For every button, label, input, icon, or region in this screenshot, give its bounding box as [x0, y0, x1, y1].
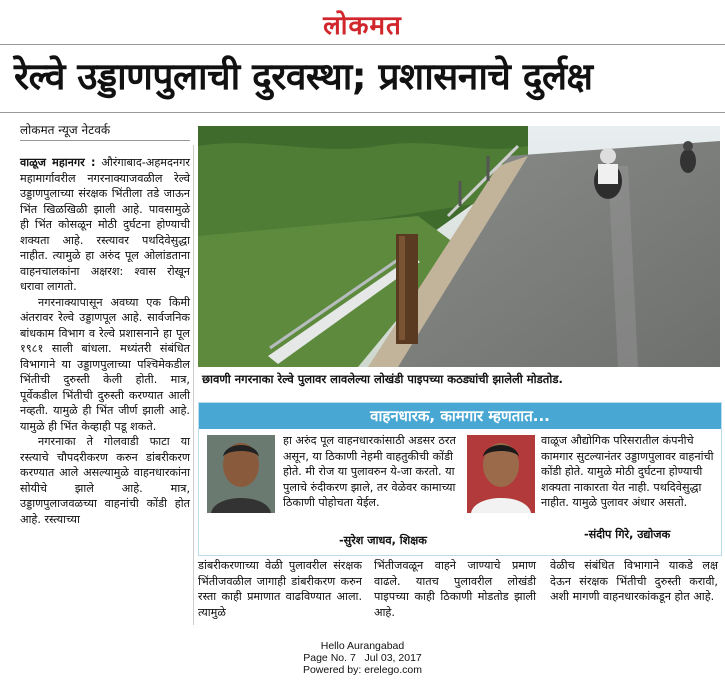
bridge-photo: [198, 126, 720, 367]
opinion-box-title: वाहनधारक, कामगार म्हणतात...: [199, 403, 721, 429]
article-paragraph-2: नगरनाक्यापासून अवघ्या एक किमी अंतरावर रेल्वे उड्डाणपूल आहे. सार्वजनिक बांधकाम विभाग व रेल्वे प्रशासनाने हा पूल १९८१ साली बांधला. मध्यंतरी संबंधित विभागाने या उड्डाणपुलाच्या पश्चिमेकडील भिंतीची दुरुस्ती केली होती. मात्र, पूर्वेकडील भिंतीची दुरुस्ती करण्यात आली नव्हती. यामुळे ही भिंत जीर्ण झाली आहे. यामुळे ही भिंत केव्हाही पडू शकते.: [20, 295, 190, 433]
quote-1-name: -सुरेश जाधव, शिक्षक: [339, 534, 427, 547]
portrait-suresh-jadhav: [207, 435, 275, 513]
article-column-1: [20, 155, 190, 527]
page-footer: [0, 640, 725, 676]
opinion-box: [198, 402, 722, 556]
bridge-photo-image: [198, 126, 720, 367]
headline-rule: [0, 112, 725, 113]
footer-line-3: Powered by: erelego.com: [302, 664, 423, 676]
portrait-image: [467, 435, 535, 513]
article-paragraph-1: वाळूज महानगर : औरंगाबाद-अहमदनगर महामार्गावरील नगरनाक्याजवळील रेल्वे उड्डाणपुलाच्या संरक्षक भिंतीला तडे जाऊन भिंत खिळखिळी झाली आहे. पावसामुळे ही भिंत कोसळून मोठी दुर्घटना होण्याची शक्यता आहे. रस्त्यावर पथदिवेसुद्धा नाहीत. त्यामुळे हा अरुंद पूल ओलांडताना वाहनचालकांना अक्षरश: श्वास रोखून धरावा लागतो.: [20, 156, 190, 293]
quote-2-text: वाळूज औद्योगिक परिसरातील कंपनीचे कामगार सुटल्यानंतर उड्डाणपुलावर वाहनांची कोंडी होते. यामुळे मोठी दुर्घटना होण्याची शक्यता नाकारता येत नाही. पथदिवेसुद्धा नाहीत. यामुळे पुलावर अंधार असतो.: [541, 434, 714, 509]
quote-2-name: -संदीप गिरे, उद्योजक: [584, 528, 671, 541]
masthead-rule: [0, 44, 725, 45]
headline: रेल्वे उड्डाणपुलाची दुरवस्था; प्रशासनाचे दुर्लक्ष: [14, 55, 593, 98]
article-column-3: भिंतीजवळून वाहने जाण्याचे प्रमाण वाढले. यातच पुलावरील लोखंडी पाइपच्या काही ठिकाणी मोडतोड झाली आहे.: [374, 559, 536, 619]
lokmat-logo: लोकमत: [323, 11, 402, 41]
footer-line-1: Hello Aurangabad: [320, 640, 405, 652]
article-paragraph-3: नगरनाका ते गोलवाडी फाटा या रस्त्याचे चौपदरीकरण करुन डांबरीकरण करण्यात आले असल्यामुळे वाहनधारकांना सोयीचे झाले आहे. मात्र, उड्डाणपुलाजवळच्या वाहनांची कोंडी होत आहे. रस्त्याच्या: [20, 435, 190, 526]
masthead: [0, 0, 725, 44]
quote-1-text: हा अरुंद पूल वाहनधारकांसाठी अडसर ठरत असून, या ठिकाणी नेहमी वाहतुकीची कोंडी होते. मी रोज या पुलावरुन ये-जा करतो. या पुलाचे रुंदीकरण झाले, तर वेळेवर कामाच्या ठिकाणी पोहोचता येईल.: [283, 434, 456, 509]
article-column-2: डांबरीकरणाच्या वेळी पुलावरील संरक्षक भिंतीजवळील जागाही डांबरीकरण करुन रस्ता काही प्रमाणात वाढविण्यात आला. त्यामुळे: [198, 559, 362, 619]
article-column-4: वेळीच संबंधित विभागाने याकडे लक्ष देऊन संरक्षक भिंतीची दुरुस्ती करावी, अशी मागणी वाहनधारकांकडून होत आहे.: [550, 559, 718, 603]
portrait-image: [207, 435, 275, 513]
photo-caption: छावणी नगरनाका रेल्वे पुलावर लावलेल्या लोखंडी पाइपच्या कठड्यांची झालेली मोडतोड.: [202, 372, 563, 386]
byline-rule: [20, 140, 190, 141]
byline: लोकमत न्यूज नेटवर्क: [20, 123, 111, 137]
column-divider: [193, 145, 194, 625]
portrait-sandeep-gire: [467, 435, 535, 513]
footer-line-2: Page No. 7 Jul 03, 2017: [303, 652, 422, 664]
dateline: वाळूज महानगर :: [20, 156, 96, 169]
